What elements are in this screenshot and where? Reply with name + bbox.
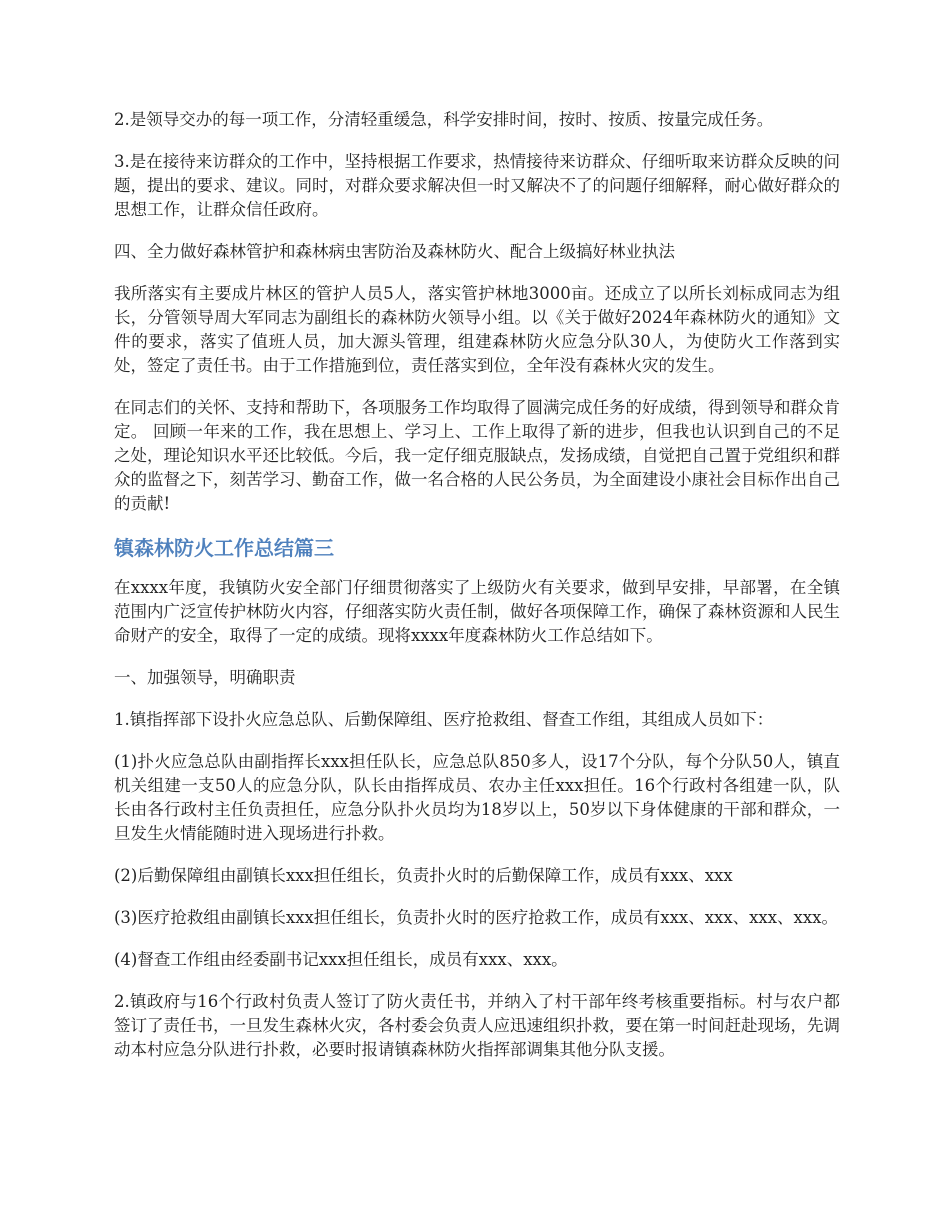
paragraph-forest-protection: 我所落实有主要成片林区的管护人员5人，落实管护林地3000亩。还成立了以所长刘标成同志为组长，分管领导周大军同志为副组长的森林防火领导小组。以《关于做好2024年森林防火的通知》文件的要求，落实了值班人员，加大源头管理，组建森林防火应急分队30人，为使防火工作落到实处，签定了责任书。由于工作措施到位，责任落实到位，全年没有森林火灾的发生。: [114, 284, 840, 375]
heading-leadership: 一、加强领导，明确职责: [114, 668, 296, 687]
section-title: 镇森林防火工作总结篇三: [114, 536, 334, 560]
paragraph-responsibility-letters: 2.镇政府与16个行政村负责人签订了防火责任书，并纳入了村干部年终考核重要指标。村与农户都签订了责任书，一旦发生森林火灾，各村委会负责人应迅速组织扑救，要在第一时间赶赴现场，先调动本村应急分队进行扑救，必要时报请镇森林防火指挥部调集其他分队支援。: [114, 992, 840, 1059]
paragraph-fire-team: (1)扑火应急总队由副指挥长xxx担任队长，应急总队850多人，设17个分队，每个分队50人，镇直机关组建一支50人的应急分队，队长由指挥成员、农办主任xxx担任。16个行政村各组建一队，队长由各行政村主任负责担任，应急分队扑火员均为18岁以上，50岁以下身体健康的干部和群众，一旦发生火情能随时进入现场进行扑救。: [114, 752, 840, 843]
paragraph-task-completion: 2.是领导交办的每一项工作，分清轻重缓急，科学安排时间，按时、按质、按量完成任务。: [114, 110, 774, 129]
paragraph-summary-conclusion: 在同志们的关怀、支持和帮助下，各项服务工作均取得了圆满完成任务的好成绩，得到领导和群众肯定。 回顾一年来的工作，我在思想上、学习上、工作上取得了新的进步，但我也认识到自己的不足之处，理论知识水平还比较低。今后，我一定仔细克服缺点，发扬成绩，自觉把自己置于党组织和群众的监督之下，刻苦学习、勤奋工作，做一名合格的人民公务员，为全面建设小康社会目标作出自己的贡献!: [114, 398, 840, 513]
paragraph-command-structure: 1.镇指挥部下设扑火应急总队、后勤保障组、医疗抢救组、督查工作组，其组成人员如下：: [114, 710, 774, 729]
heading-forest-management: 四、全力做好森林管护和森林病虫害防治及森林防火、配合上级搞好林业执法: [114, 242, 675, 261]
paragraph-medical-group: (3)医疗抢救组由副镇长xxx担任组长，负责扑火时的医疗抢救工作，成员有xxx、xxx、xxx、xxx。: [114, 908, 838, 927]
paragraph-intro: 在xxxx年度，我镇防火安全部门仔细贯彻落实了上级防火有关要求，做到早安排，早部署，在全镇范围内广泛宣传护林防火内容，仔细落实防火责任制，做好各项保障工作，确保了森林资源和人民生命财产的安全，取得了一定的成绩。现将xxxx年度森林防火工作总结如下。: [114, 578, 840, 645]
paragraph-inspection-group: (4)督查工作组由经委副书记xxx担任组长，成员有xxx、xxx。: [114, 950, 568, 969]
paragraph-reception-work: 3.是在接待来访群众的工作中，坚持根据工作要求，热情接待来访群众、仔细听取来访群众反映的问题，提出的要求、建议。同时，对群众要求解决但一时又解决不了的问题仔细解释，耐心做好群众的思想工作，让群众信任政府。: [114, 152, 840, 219]
paragraph-logistics-group: (2)后勤保障组由副镇长xxx担任组长，负责扑火时的后勤保障工作，成员有xxx、xxx: [114, 866, 733, 885]
document-page: [114, 108, 840, 1080]
